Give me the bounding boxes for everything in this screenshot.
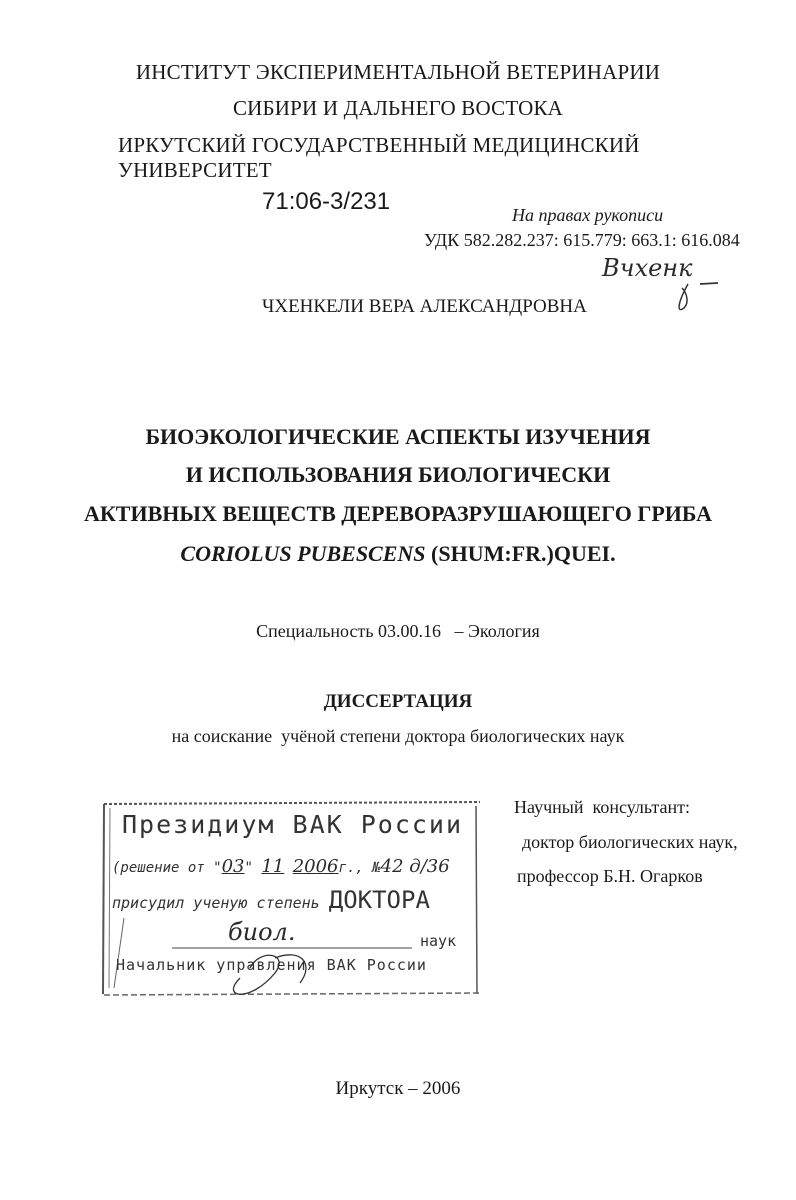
- title-line-3: АКТИВНЫХ ВЕЩЕСТВ ДЕРЕВОРАЗРУШАЮЩЕГО ГРИБА: [83, 501, 713, 526]
- stamp-degree-line: [112, 886, 430, 914]
- species-name: CORIOLUS PUBESCENS: [180, 541, 426, 566]
- stamp-head-line: Начальник управления ВАК России: [116, 956, 427, 974]
- author-name: ЧХЕНКЕЛИ ВЕРА АЛЕКСАНДРОВНА: [262, 296, 587, 317]
- stamp-field: биол.: [228, 918, 296, 946]
- decision-number: 42 д/36: [380, 856, 450, 877]
- institute-line-1: ИНСТИТУТ ЭКСПЕРИМЕНТАЛЬНОЙ ВЕТЕРИНАРИИ: [135, 60, 661, 84]
- consultant-name: профессор Б.Н. Огарков: [517, 866, 703, 886]
- title-line-2: И ИСПОЛЬЗОВАНИЯ БИОЛОГИЧЕСКИ: [185, 462, 611, 487]
- city-year: Иркутск – 2006: [335, 1078, 461, 1099]
- decision-year: 2006: [292, 856, 339, 877]
- institute-line-2: СИБИРИ И ДАЛЬНЕГО ВОСТОКА: [232, 96, 564, 120]
- university-line: ИРКУТСКИЙ ГОСУДАРСТВЕННЫЙ МЕДИЦИНСКИЙ УНИВЕРСИТЕТ: [118, 133, 640, 182]
- signature-flourish: [600, 262, 730, 322]
- udc-code: УДК 582.282.237: 615.779: 663.1: 616.084: [424, 230, 740, 250]
- decision-prefix: (решение от ": [112, 860, 222, 876]
- manuscript-rights-note: На правах рукописи: [512, 205, 664, 225]
- title-line-1: БИОЭКОЛОГИЧЕСКИЕ АСПЕКТЫ ИЗУЧЕНИЯ: [145, 424, 651, 449]
- stamp-awarded-text: присудил ученую степень: [112, 894, 320, 912]
- document-type: ДИССЕРТАЦИЯ: [323, 691, 473, 712]
- consultant-label: Научный консультант:: [514, 797, 690, 817]
- decision-quote: ": [244, 860, 253, 876]
- stamp-field-suffix: наук: [420, 932, 457, 950]
- title-line-4: [0, 541, 796, 567]
- consultant-degree: доктор биологических наук,: [522, 832, 738, 852]
- decision-day: 03: [221, 856, 245, 877]
- specialty: Специальность 03.00.16 – Экология: [256, 621, 540, 641]
- author-signature: Вчхенк: [602, 254, 693, 282]
- stamp-decision-line: [112, 856, 450, 877]
- stamp-line-presidium: Президиум ВАК России: [122, 810, 464, 839]
- catalog-number: 71:06-3/231: [262, 188, 391, 215]
- degree-sought: на соискание учёной степени доктора биологических наук: [171, 726, 625, 746]
- decision-month: 11: [261, 856, 285, 877]
- vak-stamp: [100, 798, 482, 998]
- stamp-degree: ДОКТОРА: [328, 886, 430, 914]
- decision-number-prefix: г., №: [338, 860, 381, 876]
- species-authority: (SHUM:FR.)QUEI.: [425, 541, 616, 566]
